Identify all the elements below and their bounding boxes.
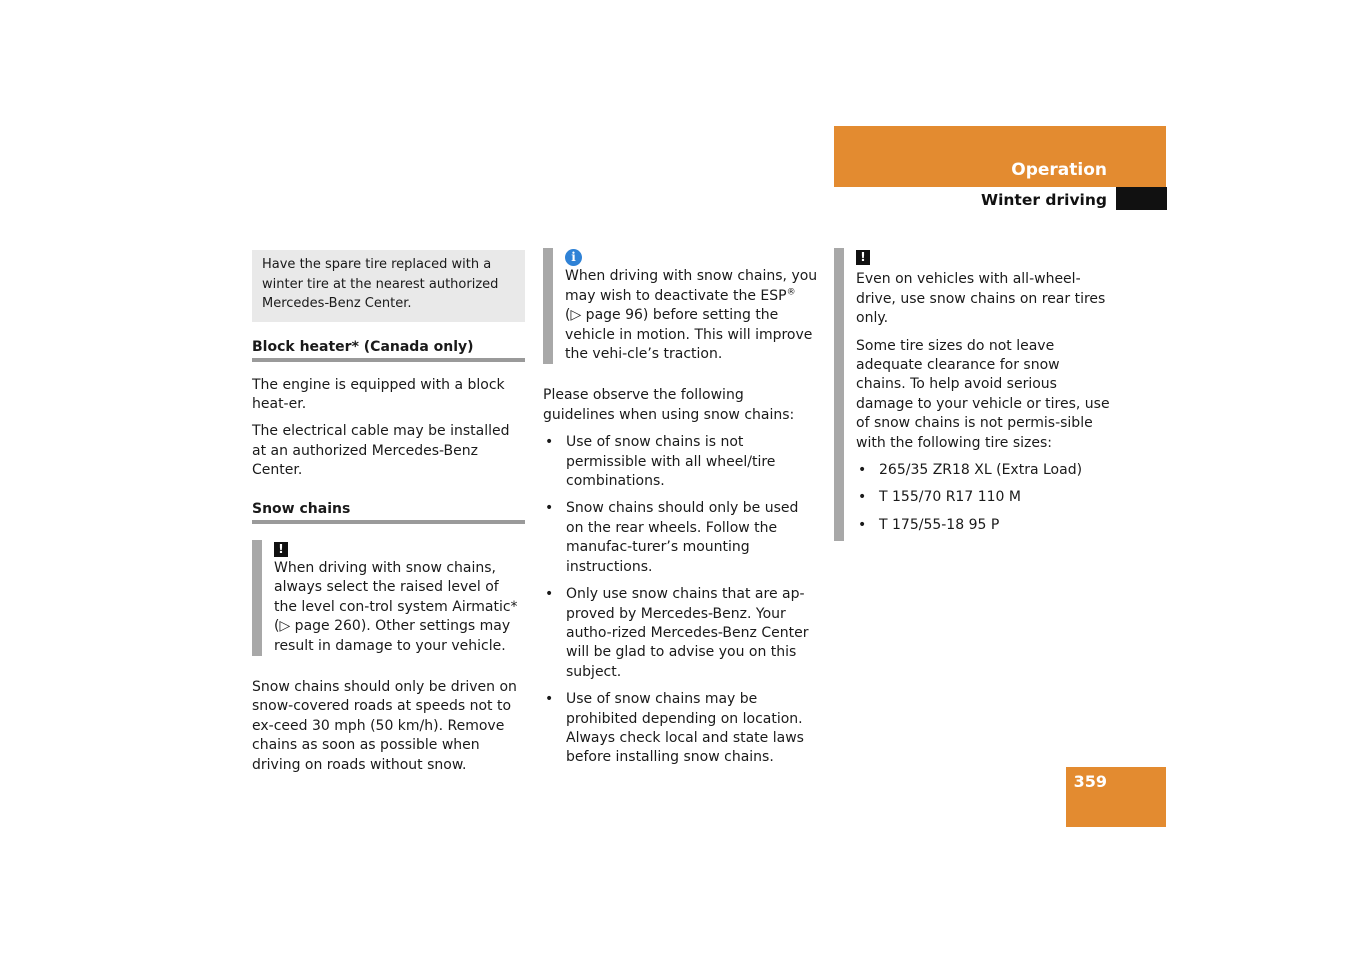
block-heater-heading: Block heater* (Canada only) [252, 338, 525, 362]
tire-size-list [856, 461, 1111, 535]
column-left [252, 250, 525, 775]
section-title: Operation [1011, 160, 1107, 180]
guidelines-list [543, 433, 819, 768]
info-icon: i [565, 249, 582, 266]
warning-icon: ! [274, 542, 288, 557]
warning-icon: ! [856, 250, 870, 265]
header-orange-band [834, 126, 1166, 187]
guidelines-intro: Please observe the following guidelines when using snow chains: [543, 387, 795, 423]
esp-info-text: When driving with snow chains, you may wish to deactivate the ESP® (▷ page 96) before setting the vehicle in motion. This will improve the vehi-cle’s traction. [565, 268, 818, 363]
list-item: • Use of snow chains may be prohibited depending on location. Always check local and state laws before installing snow chains. [543, 690, 819, 768]
list-item: • 265/35 ZR18 XL (Extra Load) [856, 461, 1111, 480]
tire-size-warning-note [834, 248, 1111, 541]
snow-chains-heading: Snow chains [252, 500, 525, 524]
block-heater-paragraph-1: The engine is equipped with a block heat-er. [252, 376, 505, 412]
awd-paragraph: Even on vehicles with all-wheel-drive, use snow chains on rear tires only. [856, 271, 1106, 327]
list-item: • T 155/70 R17 110 M [856, 488, 1111, 507]
column-right [834, 248, 1111, 541]
clearance-paragraph: Some tire sizes do not leave adequate clearance for snow chains. To help avoid serious damage to your vehicle or tires, use of snow chains is not permis-sible with the following tire sizes: [856, 337, 1110, 451]
page-number: 359 [1073, 772, 1107, 791]
subsection-title: Winter driving [980, 191, 1107, 209]
spare-tire-note [252, 250, 525, 322]
note-bar [543, 248, 553, 364]
list-item: • Only use snow chains that are ap-proved by Mercedes-Benz. Your autho-rized Mercedes-Benz Center will be glad to advise you on this subject. [543, 585, 819, 682]
list-item: • T 175/55-18 95 P [856, 516, 1111, 535]
note-bar [834, 248, 844, 541]
spare-tire-note-text: Have the spare tire replaced with a winter tire at the nearest authorized Mercedes-Benz Center. [262, 257, 499, 311]
list-item: • Use of snow chains is not permissible with all wheel/tire combinations. [543, 433, 819, 491]
airmatic-warning-text: When driving with snow chains, always select the raised level of the level con-trol system Airmatic* (▷ page 260). Other settings may result in damage to your vehicle. [274, 559, 518, 654]
block-heater-paragraph-2: The electrical cable may be installed at an authorized Mercedes-Benz Center. [252, 423, 510, 479]
airmatic-warning-note [252, 540, 525, 656]
column-middle [543, 248, 819, 768]
list-item: • Snow chains should only be used on the rear wheels. Follow the manufac-turer’s mounting instructions. [543, 499, 819, 577]
header-black-tab [1116, 187, 1167, 210]
speed-limit-paragraph: Snow chains should only be driven on snow-covered roads at speeds not to ex-ceed 30 mph (50 km/h). Remove chains as soon as possible when driving on roads without snow. [252, 678, 517, 773]
note-bar [252, 540, 262, 656]
esp-info-note [543, 248, 819, 364]
